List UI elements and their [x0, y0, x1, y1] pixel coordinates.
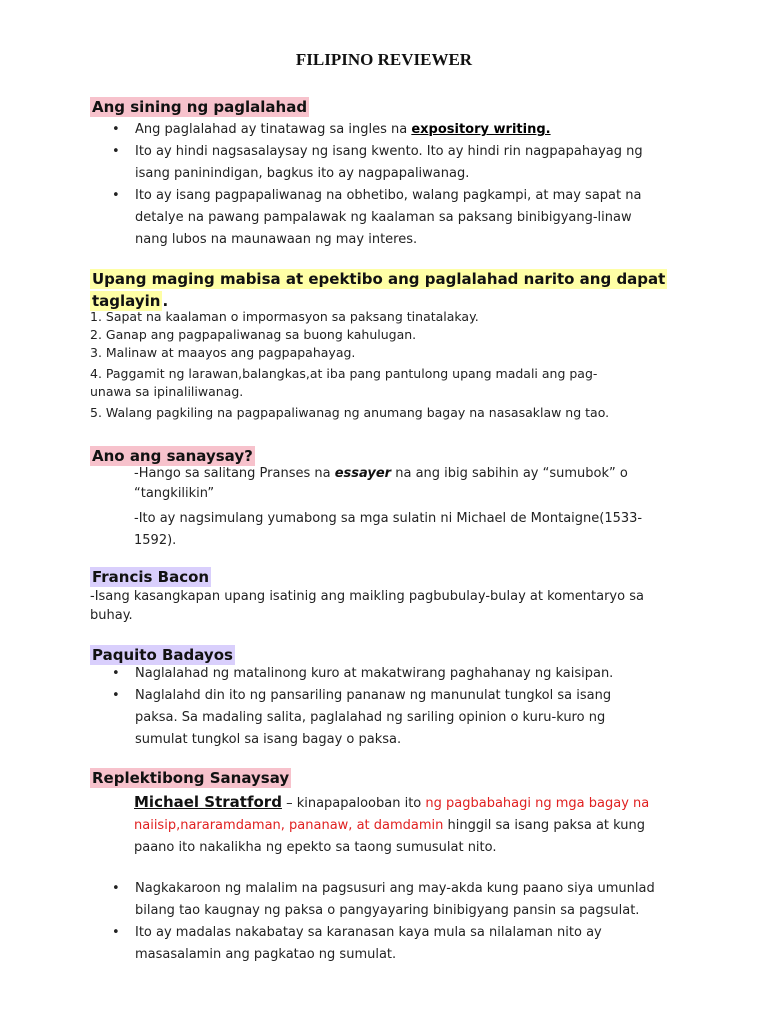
heading-text: Replektibong Sanaysay — [92, 769, 290, 787]
section-heading-badayos — [90, 646, 235, 664]
heading-text: Ano ang sanaysay? — [92, 447, 253, 465]
list-item: • Nagkakaroon ng malalim na pagsusuri ang may-akda kung paano siya umunlad bilang tao kaugnay ng paksa o pangyayaring binibigyang pansin sa pagsulat. — [112, 878, 657, 922]
list-item: • Ito ay isang pagpapaliwanag na obhetibo, walang pagkampi, at may sapat na detalye na pawang pampalawak ng kaalaman sa paksang binibigyang-linaw nang lubos na maunawaan ng may interes. — [112, 185, 657, 251]
list-item-continuation: unawa sa ipinaliliwanag. — [90, 384, 244, 399]
section-heading-mabisa: Upang maging mabisa at epektibo ang paglalahad narito ang dapat taglayin . — [92, 270, 666, 310]
bullet-list-badayos — [112, 663, 657, 751]
sanaysay-definition — [134, 464, 674, 552]
section-heading-sanaysay — [90, 447, 255, 465]
list-item: 5. Walang pagkiling na pagpapaliwanag ng anumang bagay na nasasaklaw ng tao. — [90, 405, 610, 420]
heading-text: Upang maging mabisa at epektibo ang paglalahad narito ang dapat — [92, 270, 666, 288]
bullet-list-sining — [112, 119, 657, 251]
bullet-icon: • — [112, 881, 120, 896]
list-item: 4. Paggamit ng larawan,balangkas,at iba pang pantulong upang madali ang pag- — [90, 366, 598, 381]
list-item: 2. Ganap ang pagpapaliwanag sa buong kahulugan. — [90, 327, 417, 342]
heading-text: taglayin — [92, 292, 161, 310]
bullet-icon: • — [112, 688, 120, 703]
stratford-definition: Michael Stratford – kinapapalooban ito ng pagbabahagi ng mga bagay na naiisip,nararamdaman, pananaw, at damdamin hinggil sa isang paksa at kung paano ito nakalikha ng epekto sa taong sumusulat nito. — [134, 793, 650, 855]
heading-text: Ang sining ng paglalahad — [92, 98, 308, 116]
essayer-term: essayer — [334, 466, 392, 481]
paragraph: “tangkilikin” — [134, 486, 215, 501]
paragraph: 1592). — [134, 533, 177, 548]
list-item: • Ang paglalahad ay tinatawag sa ingles na expository writing. — [112, 119, 657, 141]
list-item: • Ito ay madalas nakabatay sa karanasan kaya mula sa nilalaman nito ay masasalamin ang pagkatao ng sumulat. — [112, 922, 657, 966]
expository-writing-term: expository writing. — [411, 122, 551, 137]
list-item: 1. Sapat na kaalaman o impormasyon sa paksang tinatalakay. — [90, 309, 479, 324]
bullet-icon: • — [112, 122, 120, 137]
heading-text: Paquito Badayos — [92, 646, 233, 664]
section-heading-replektibo — [90, 769, 291, 787]
bullet-list-replektibo — [112, 878, 657, 966]
numbered-list-mabisa — [90, 308, 609, 422]
list-item: • Ito ay hindi nagsasalaysay ng isang kwento. Ito ay hindi rin nagpapahayag ng isang paninindigan, bagkus ito ay nagpapaliwanag. — [112, 141, 657, 185]
section-heading-sining — [90, 98, 309, 116]
michael-stratford-name: Michael Stratford — [134, 793, 282, 811]
paragraph: -Hango sa salitang Pranses na essayer na ang ibig sabihin ay “sumubok” o — [134, 466, 628, 481]
bullet-icon: • — [112, 144, 120, 159]
bacon-definition: -Isang kasangkapan upang isatinig ang maikling pagbubulay-bulay at komentaryo sa buhay. — [90, 589, 644, 623]
heading-text: Francis Bacon — [92, 568, 210, 586]
list-item: • Naglalahd din ito ng pansariling pananaw ng manunulat tungkol sa isang paksa. Sa madaling salita, paglalahad ng sariling opinion o kuru-kuro ng sumulat tungkol sa isang bagay o paksa. — [112, 685, 657, 751]
list-item: 3. Malinaw at maayos ang pagpapahayag. — [90, 345, 356, 360]
list-item: • Naglalahad ng matalinong kuro at makatwirang paghahanay ng kaisipan. — [112, 663, 657, 685]
page-title: FILIPINO REVIEWER — [295, 50, 473, 69]
section-heading-bacon — [90, 568, 211, 586]
bullet-icon: • — [112, 666, 120, 681]
paragraph: -Ito ay nagsimulang yumabong sa mga sulatin ni Michael de Montaigne(1533- — [134, 511, 643, 526]
bullet-icon: • — [112, 188, 120, 203]
bullet-icon: • — [112, 925, 120, 940]
